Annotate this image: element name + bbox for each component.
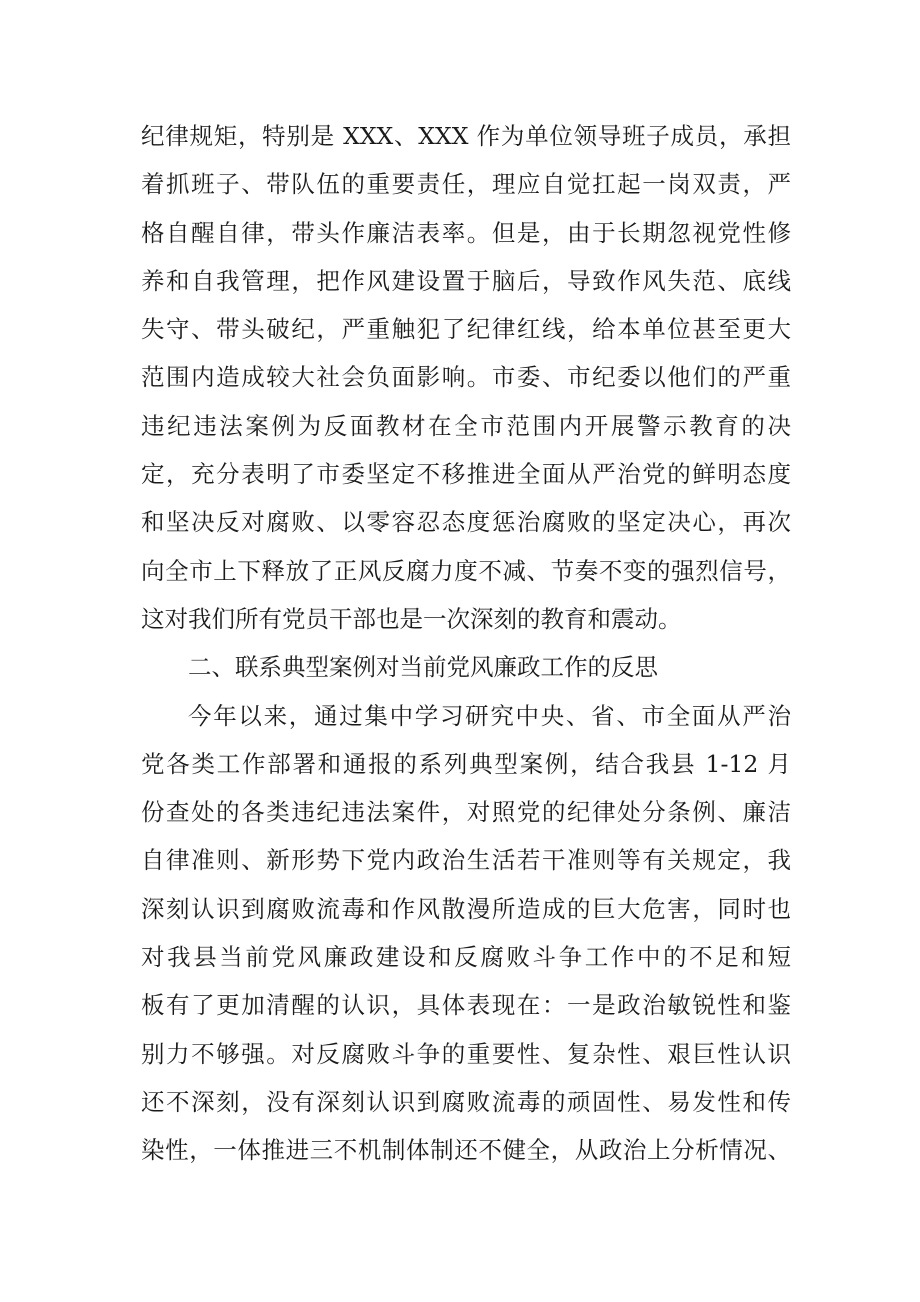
text-line: 还不深刻，没有深刻认识到腐败流毒的顽固性、易发性和传 [141,1087,791,1116]
text-line: 定，充分表明了市委坚定不移推进全面从严治党的鲜明态度 [141,460,791,489]
text-line: 范围内造成较大社会负面影响。市委、市纪委以他们的严重 [141,363,791,392]
text-line: 份查处的各类违纪违法案件，对照党的纪律处分条例、廉洁 [141,798,791,827]
document-body [141,112,791,1175]
text-line: 板有了更加清醒的认识，具体表现在：一是政治敏锐性和鉴 [141,991,791,1020]
text-line: 今年以来，通过集中学习研究中央、省、市全面从严治 [188,701,791,730]
text-line: 这对我们所有党员干部也是一次深刻的教育和震动。 [141,604,682,633]
text-line: 党各类工作部署和通报的系列典型案例，结合我县 1-12 月 [141,749,791,778]
text-line: 着抓班子、带队伍的重要责任，理应自觉扛起一岗双责，严 [141,170,791,199]
text-line: 和坚决反对腐败、以零容忍态度惩治腐败的坚定决心，再次 [141,508,791,537]
text-line: 失守、带头破纪，严重触犯了纪律红线，给本单位甚至更大 [141,315,791,344]
text-line: 对我县当前党风廉政建设和反腐败斗争工作中的不足和短 [141,943,791,972]
section-heading: 二、联系典型案例对当前党风廉政工作的反思 [188,653,658,682]
text-line: 违纪违法案例为反面教材在全市范围内开展警示教育的决 [141,411,791,440]
text-line: 向全市上下释放了正风反腐力度不减、节奏不变的强烈信号， [141,556,791,585]
text-line: 染性，一体推进三不机制体制还不健全，从政治上分析情况、 [141,1136,791,1165]
text-line: 深刻认识到腐败流毒和作风散漫所造成的巨大危害，同时也 [141,894,791,923]
text-line: 格自醒自律，带头作廉洁表率。但是，由于长期忽视党性修 [141,218,791,247]
text-line: 养和自我管理，把作风建设置于脑后，导致作风失范、底线 [141,266,791,295]
text-line: 别力不够强。对反腐败斗争的重要性、复杂性、艰巨性认识 [141,1039,791,1068]
text-line: 自律准则、新形势下党内政治生活若干准则等有关规定，我 [141,846,791,875]
text-line: 纪律规矩，特别是 XXX、XXX 作为单位领导班子成员，承担 [141,122,791,150]
